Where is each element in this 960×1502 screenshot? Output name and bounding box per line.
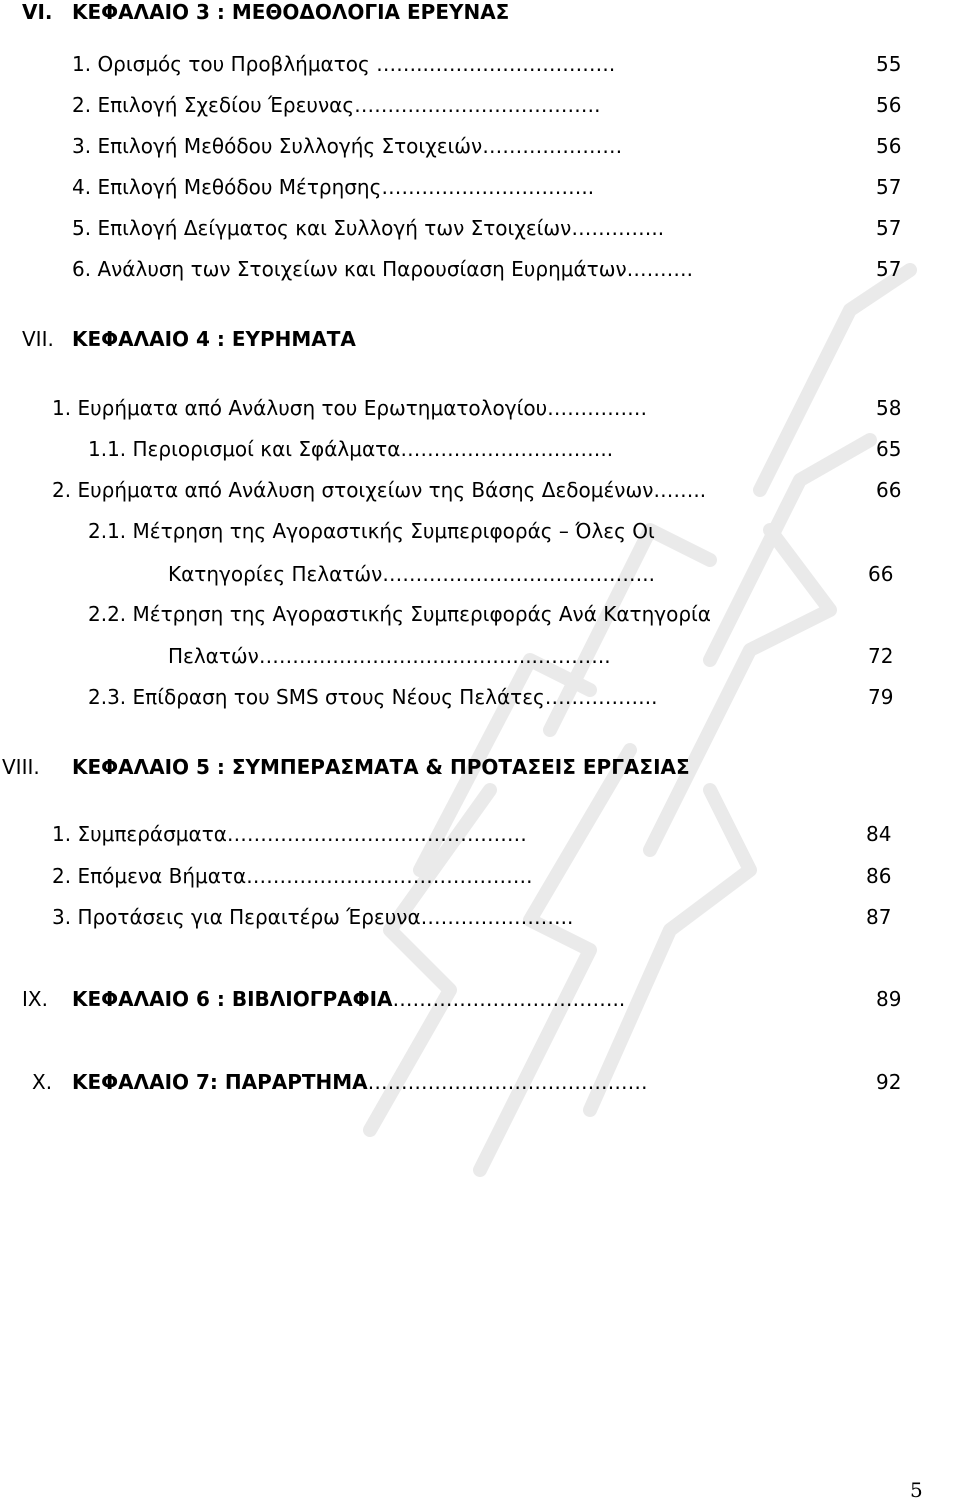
- toc-entry[interactable]: 3. Επιλογή Μεθόδου Συλλογής Στοιχειών…………………: [72, 134, 623, 158]
- toc-page: 57: [876, 175, 902, 199]
- toc-entry[interactable]: 2.1. Μέτρηση της Αγοραστικής Συμπεριφοράς – Όλες Οι: [88, 519, 655, 543]
- toc-page: 57: [876, 257, 902, 281]
- chapter-numeral: VI.: [22, 0, 53, 24]
- toc-entry[interactable]: 5. Επιλογή Δείγματος και Συλλογή των Στοιχείων…………..: [72, 216, 665, 240]
- toc-entry[interactable]: 1. Συμπεράσματα………………………………………: [52, 822, 527, 846]
- toc-page: 66: [868, 562, 894, 586]
- toc-entry[interactable]: 2.2. Μέτρηση της Αγοραστικής Συμπεριφοράς Ανά Κατηγορία: [88, 602, 711, 626]
- leader-dots: ……………………………..: [392, 987, 626, 1011]
- chapter-heading: [22, 0, 53, 24]
- page-number: 5: [910, 1478, 923, 1502]
- toc-entry[interactable]: 2. Επιλογή Σχεδίου Έρευνας……………………………….: [72, 93, 601, 117]
- toc-page: 56: [876, 134, 902, 158]
- toc-page: 66: [876, 478, 902, 502]
- leader-dots: ……………………………………: [367, 1070, 648, 1094]
- toc-page: 89: [876, 987, 902, 1011]
- chapter-title: ΚΕΦΑΛΑΙΟ 6 : ΒΙΒΛΙΟΓΡΑΦΙΑ: [72, 987, 393, 1011]
- toc-entry[interactable]: [72, 987, 625, 1011]
- toc-entry[interactable]: 3. Προτάσεις για Περαιτέρω Έρευνα…………………..: [52, 905, 574, 929]
- toc-page: 84: [866, 822, 892, 846]
- toc-page: 58: [876, 396, 902, 420]
- chapter-numeral: VIII.: [2, 755, 40, 779]
- toc-page: 55: [876, 52, 902, 76]
- chapter-title: ΚΕΦΑΛΑΙΟ 4 : ΕΥΡΗΜΑΤΑ: [72, 327, 356, 351]
- toc-entry[interactable]: 1.1. Περιορισμοί και Σφάλματα…………………………..: [88, 437, 614, 461]
- toc-entry[interactable]: 6. Ανάλυση των Στοιχείων και Παρουσίαση Ευρημάτων……….: [72, 257, 693, 281]
- toc-entry[interactable]: Πελατών…………………………………...………..: [168, 644, 611, 668]
- toc-entry[interactable]: 2.3. Επίδραση του SMS στους Νέους Πελάτες……………..: [88, 685, 658, 709]
- toc-entry[interactable]: 2. Ευρήματα από Ανάλυση στοιχείων της Βάσης Δεδομένων……..: [52, 478, 707, 502]
- chapter-title: ΚΕΦΑΛΑΙΟ 7: ΠΑΡΑΡΤΗΜΑ: [72, 1070, 368, 1094]
- chapter-numeral: VII.: [22, 327, 54, 351]
- toc-page: 87: [866, 905, 892, 929]
- chapter-title: ΚΕΦΑΛΑΙΟ 5 : ΣΥΜΠΕΡΑΣΜΑΤΑ & ΠΡΟΤΑΣΕΙΣ ΕΡΓΑΣΙΑΣ: [72, 755, 690, 779]
- toc-entry[interactable]: 4. Επιλογή Μεθόδου Μέτρησης…………………………..: [72, 175, 595, 199]
- toc-entry[interactable]: 2. Επόμενα Βήματα…………………………………….: [52, 864, 533, 888]
- toc-entry[interactable]: Κατηγορίες Πελατών…………………………………..: [168, 562, 656, 586]
- chapter-title: ΚΕΦΑΛΑΙΟ 3 : ΜΕΘΟΔΟΛΟΓΙΑ ΕΡΕΥΝΑΣ: [72, 0, 510, 24]
- toc-page: 56: [876, 93, 902, 117]
- toc-page: 57: [876, 216, 902, 240]
- toc-entry[interactable]: [72, 1070, 648, 1094]
- chapter-numeral: IX.: [22, 987, 48, 1011]
- toc-page: 92: [876, 1070, 902, 1094]
- toc-page: 72: [868, 644, 894, 668]
- toc-entry[interactable]: 1. Ορισμός του Προβλήματος ……..……………………….: [72, 52, 616, 76]
- watermark-graphic: [330, 230, 930, 1210]
- chapter-numeral: X.: [32, 1070, 53, 1094]
- toc-page: 79: [868, 685, 894, 709]
- toc-page: 65: [876, 437, 902, 461]
- toc-entry[interactable]: 1. Ευρήματα από Ανάλυση του Ερωτηματολογίου……………: [52, 396, 648, 420]
- toc-page: 86: [866, 864, 892, 888]
